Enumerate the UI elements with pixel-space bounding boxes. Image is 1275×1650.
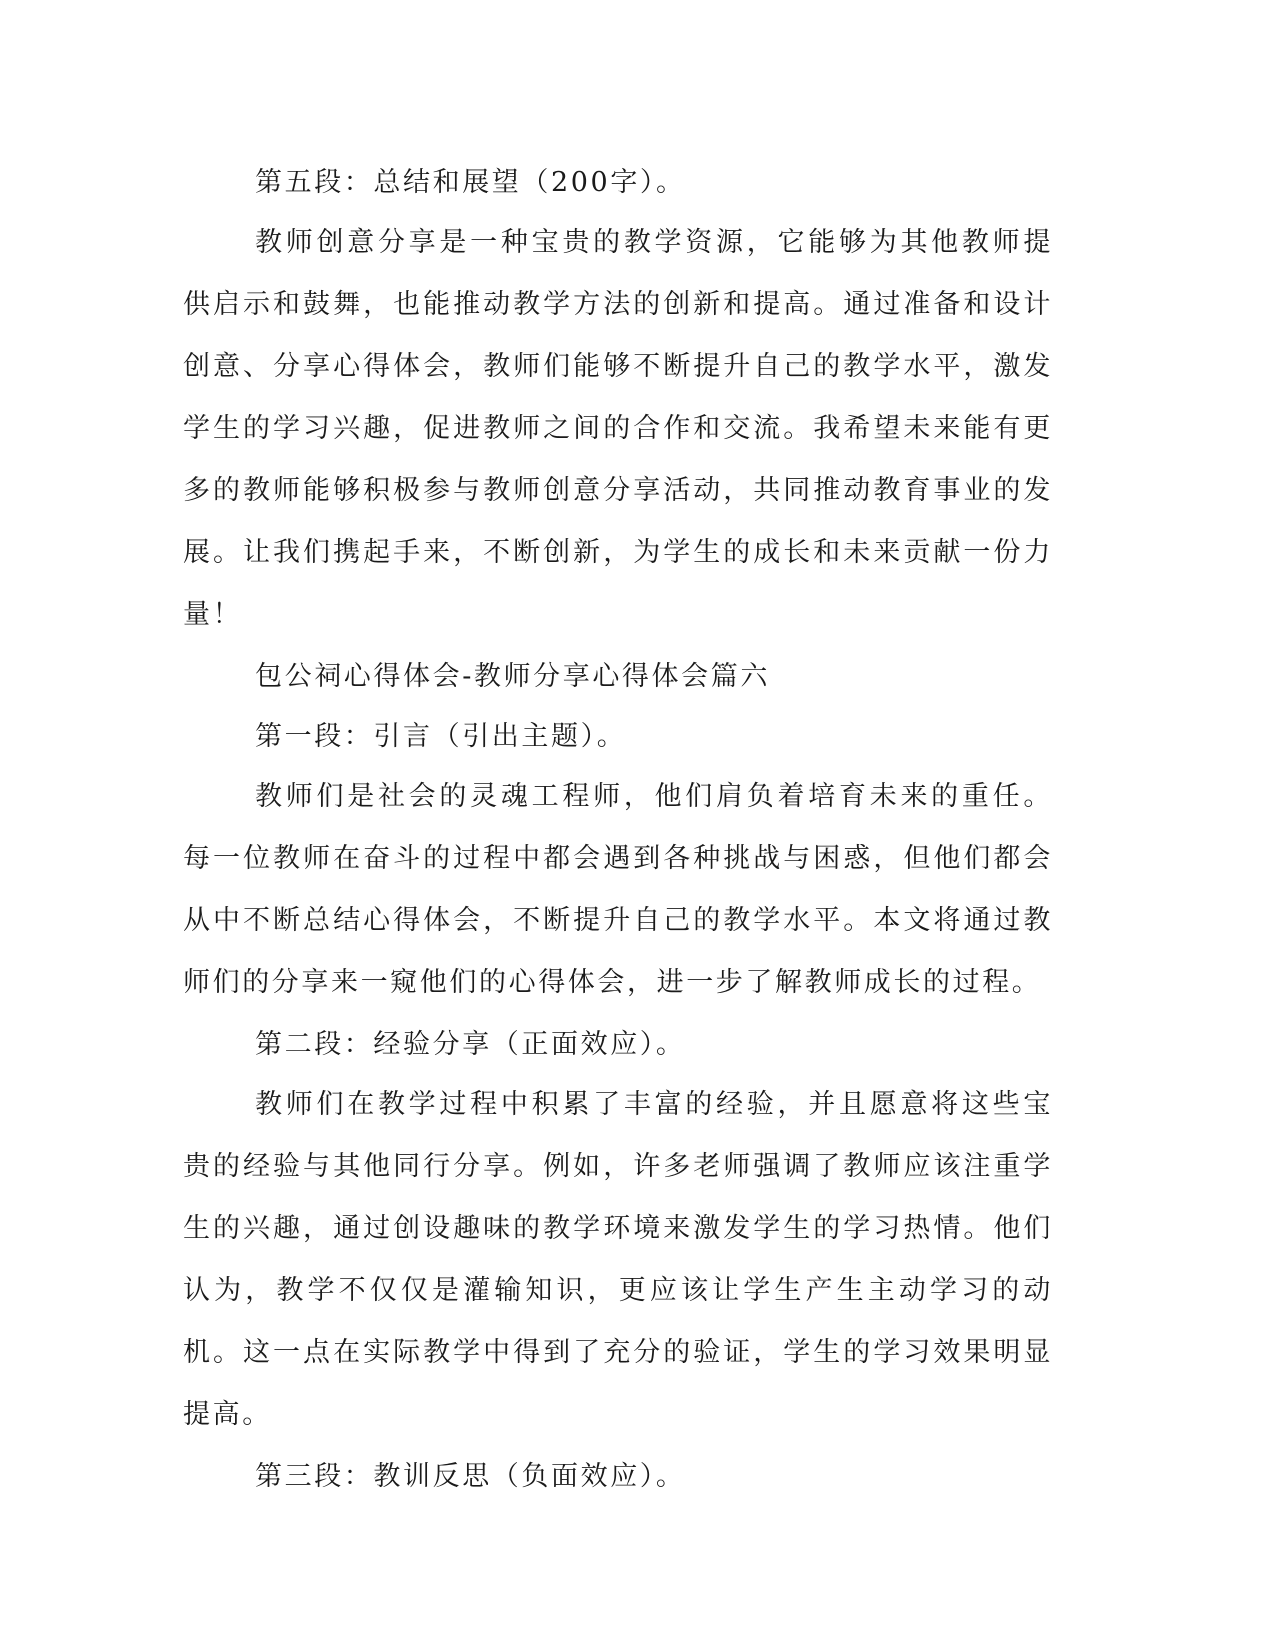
section-heading-1: 第一段：引言（引出主题）。 (255, 721, 627, 752)
section-heading-5: 第五段：总结和展望（200字）。 (255, 167, 686, 198)
body-paragraph: 教师们是社会的灵魂工程师，他们肩负着培育未来的重任。每一位教师在奋斗的过程中都会遇到各种挑战与困惑，但他们都会从中不断总结心得体会，不断提升自己的教学水平。本文将通过教师们的分享来一窥他们的心得体会，进一步了解教师成长的过程。 (183, 781, 1053, 998)
body-paragraph: 教师创意分享是一种宝贵的教学资源，它能够为其他教师提供启示和鼓舞，也能推动教学方法的创新和提高。通过准备和设计创意、分享心得体会，教师们能够不断提升自己的教学水平，激发学生的学习兴趣，促进教师之间的合作和交流。我希望未来能有更多的教师能够积极参与教师创意分享活动，共同推动教育事业的发展。让我们携起手来，不断创新，为学生的成长和未来贡献一份力量！ (183, 227, 1053, 630)
section-heading-2: 第二段：经验分享（正面效应）。 (255, 1029, 686, 1060)
section-heading-3: 第三段：教训反思（负面效应）。 (255, 1461, 686, 1492)
article-title: 包公祠心得体会-教师分享心得体会篇六 (255, 661, 770, 692)
document-body (183, 152, 1053, 1506)
body-paragraph: 教师们在教学过程中积累了丰富的经验，并且愿意将这些宝贵的经验与其他同行分享。例如，许多老师强调了教师应该注重学生的兴趣，通过创设趣味的教学环境来激发学生的学习热情。他们认为，教学不仅仅是灌输知识，更应该让学生产生主动学习的动机。这一点在实际教学中得到了充分的验证，学生的学习效果明显提高。 (183, 1089, 1053, 1430)
